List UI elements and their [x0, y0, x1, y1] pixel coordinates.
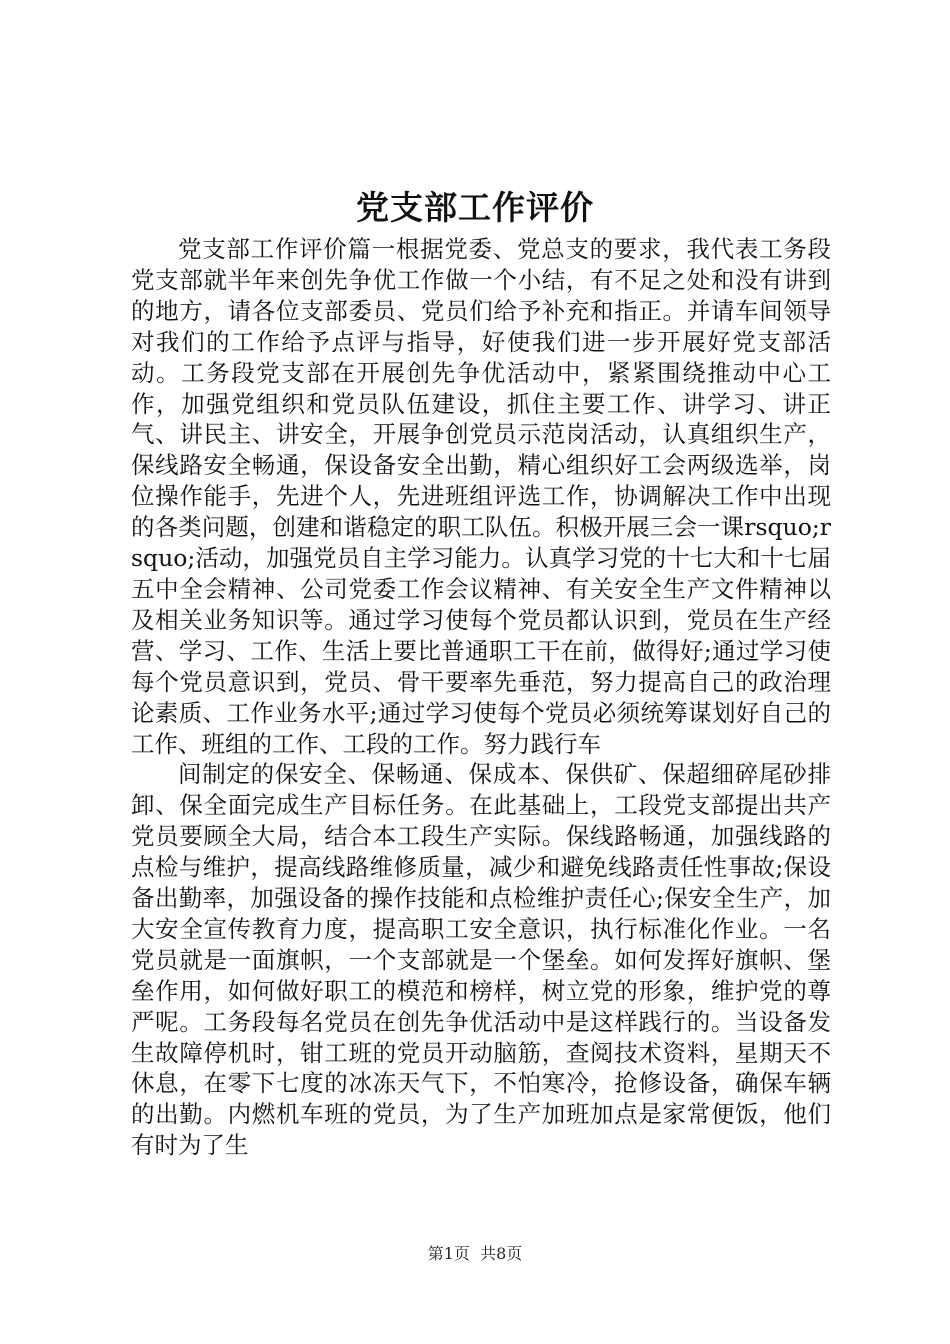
- page-number: 第1页: [427, 1244, 470, 1263]
- paragraph-2: 间制定的保安全、保畅通、保成本、保供矿、保超细碎尾砂排卸、保全面完成生产目标任务。在此基础上，工段党支部提出共产党员要顾全大局，结合本工段生产实际。保线路畅通，加强线路的点检与维护，提高线路维修质量，减少和避免线路责任性事故;保设备出勤率，加强设备的操作技能和点检维护责任心;保安全生产，加大安全宣传教育力度，提高职工安全意识，执行标准化作业。一名党员就是一面旗帜，一个支部就是一个堡垒。如何发挥好旗帜、堡垒作用，如何做好职工的模范和榜样，树立党的形象，维护党的尊严呢。工务段每名党员在创先争优活动中是这样践行的。当设备发生故障停机时，钳工班的党员开动脑筋，查阅技术资料，星期天不休息，在零下七度的冰冻天气下，不怕寒冷，抢修设备，确保车辆的出勤。内燃机车班的党员，为了生产加班加点是家常便饭，他们有时为了生: [131, 760, 831, 1160]
- document-title: 党支部工作评价: [356, 188, 594, 227]
- document-body: [131, 234, 831, 1161]
- page-footer: [0, 1244, 950, 1264]
- page-total: 共8页: [480, 1244, 523, 1263]
- paragraph-1: 党支部工作评价篇一根据党委、党总支的要求，我代表工务段党支部就半年来创先争优工作做一个小结，有不足之处和没有讲到的地方，请各位支部委员、党员们给予补充和指正。并请车间领导对我们的工作给予点评与指导，好使我们进一步开展好党支部活动。工务段党支部在开展创先争优活动中，紧紧围绕推动中心工作，加强党组织和党员队伍建设，抓住主要工作、讲学习、讲正气、讲民主、讲安全，开展争创党员示范岗活动，认真组织生产，保线路安全畅通，保设备安全出勤，精心组织好工会两级选举，岗位操作能手，先进个人，先进班组评选工作，协调解决工作中出现的各类问题，创建和谐稳定的职工队伍。积极开展三会一课rsquo;rsquo;活动，加强党员自主学习能力。认真学习党的十七大和十七届五中全会精神、公司党委工作会议精神、有关安全生产文件精神以及相关业务知识等。通过学习使每个党员都认识到，党员在生产经营、学习、工作、生活上要比普通职工干在前，做得好;通过学习使每个党员意识到，党员、骨干要率先垂范，努力提高自己的政治理论素质、工作业务水平;通过学习使每个党员必须统筹谋划好自己的工作、班组的工作、工段的工作。努力践行车: [131, 235, 831, 758]
